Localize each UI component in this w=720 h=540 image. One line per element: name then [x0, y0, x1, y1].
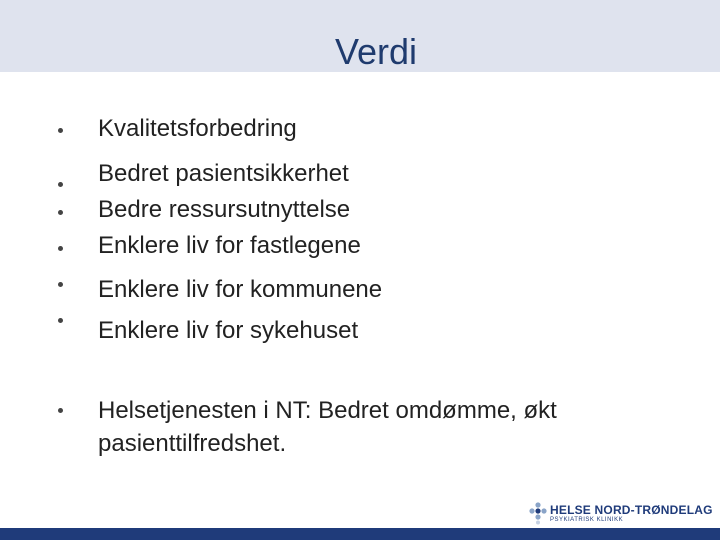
bullet-item-municipalities: Enklere liv for kommunene — [98, 276, 383, 303]
hnt-logo — [528, 500, 718, 528]
bullet-dot — [58, 408, 63, 413]
bullet-item-hospital: Enklere liv for sykehuset — [98, 317, 359, 344]
health-cross-icon — [528, 501, 548, 525]
bullet-item-health-service-line1: Helsetjenesten i NT: Bedret omdømme, økt — [98, 397, 557, 424]
bullet-dot — [58, 128, 63, 133]
bullet-dot — [58, 210, 63, 215]
bullet-dot — [58, 282, 63, 287]
slide-title: Verdi — [334, 31, 418, 72]
footer-bar — [0, 528, 720, 540]
bullet-item-resources: Bedre ressursutnyttelse — [98, 196, 351, 223]
bullet-dot — [58, 246, 63, 251]
bullet-item-gps: Enklere liv for fastlegene — [98, 232, 361, 259]
logo-subtitle: PSYKIATRISK KLINIKK — [550, 517, 624, 523]
bullet-dot — [58, 318, 63, 323]
bullet-item-health-service-line2: pasienttilfredshet. — [98, 430, 287, 457]
bullet-item-quality: Kvalitetsforbedring — [98, 115, 297, 142]
bullet-item-patient-safety: Bedret pasientsikkerhet — [98, 160, 349, 187]
bullet-dot — [58, 182, 63, 187]
logo-name: HELSE NORD-TRØNDELAG — [550, 503, 713, 517]
